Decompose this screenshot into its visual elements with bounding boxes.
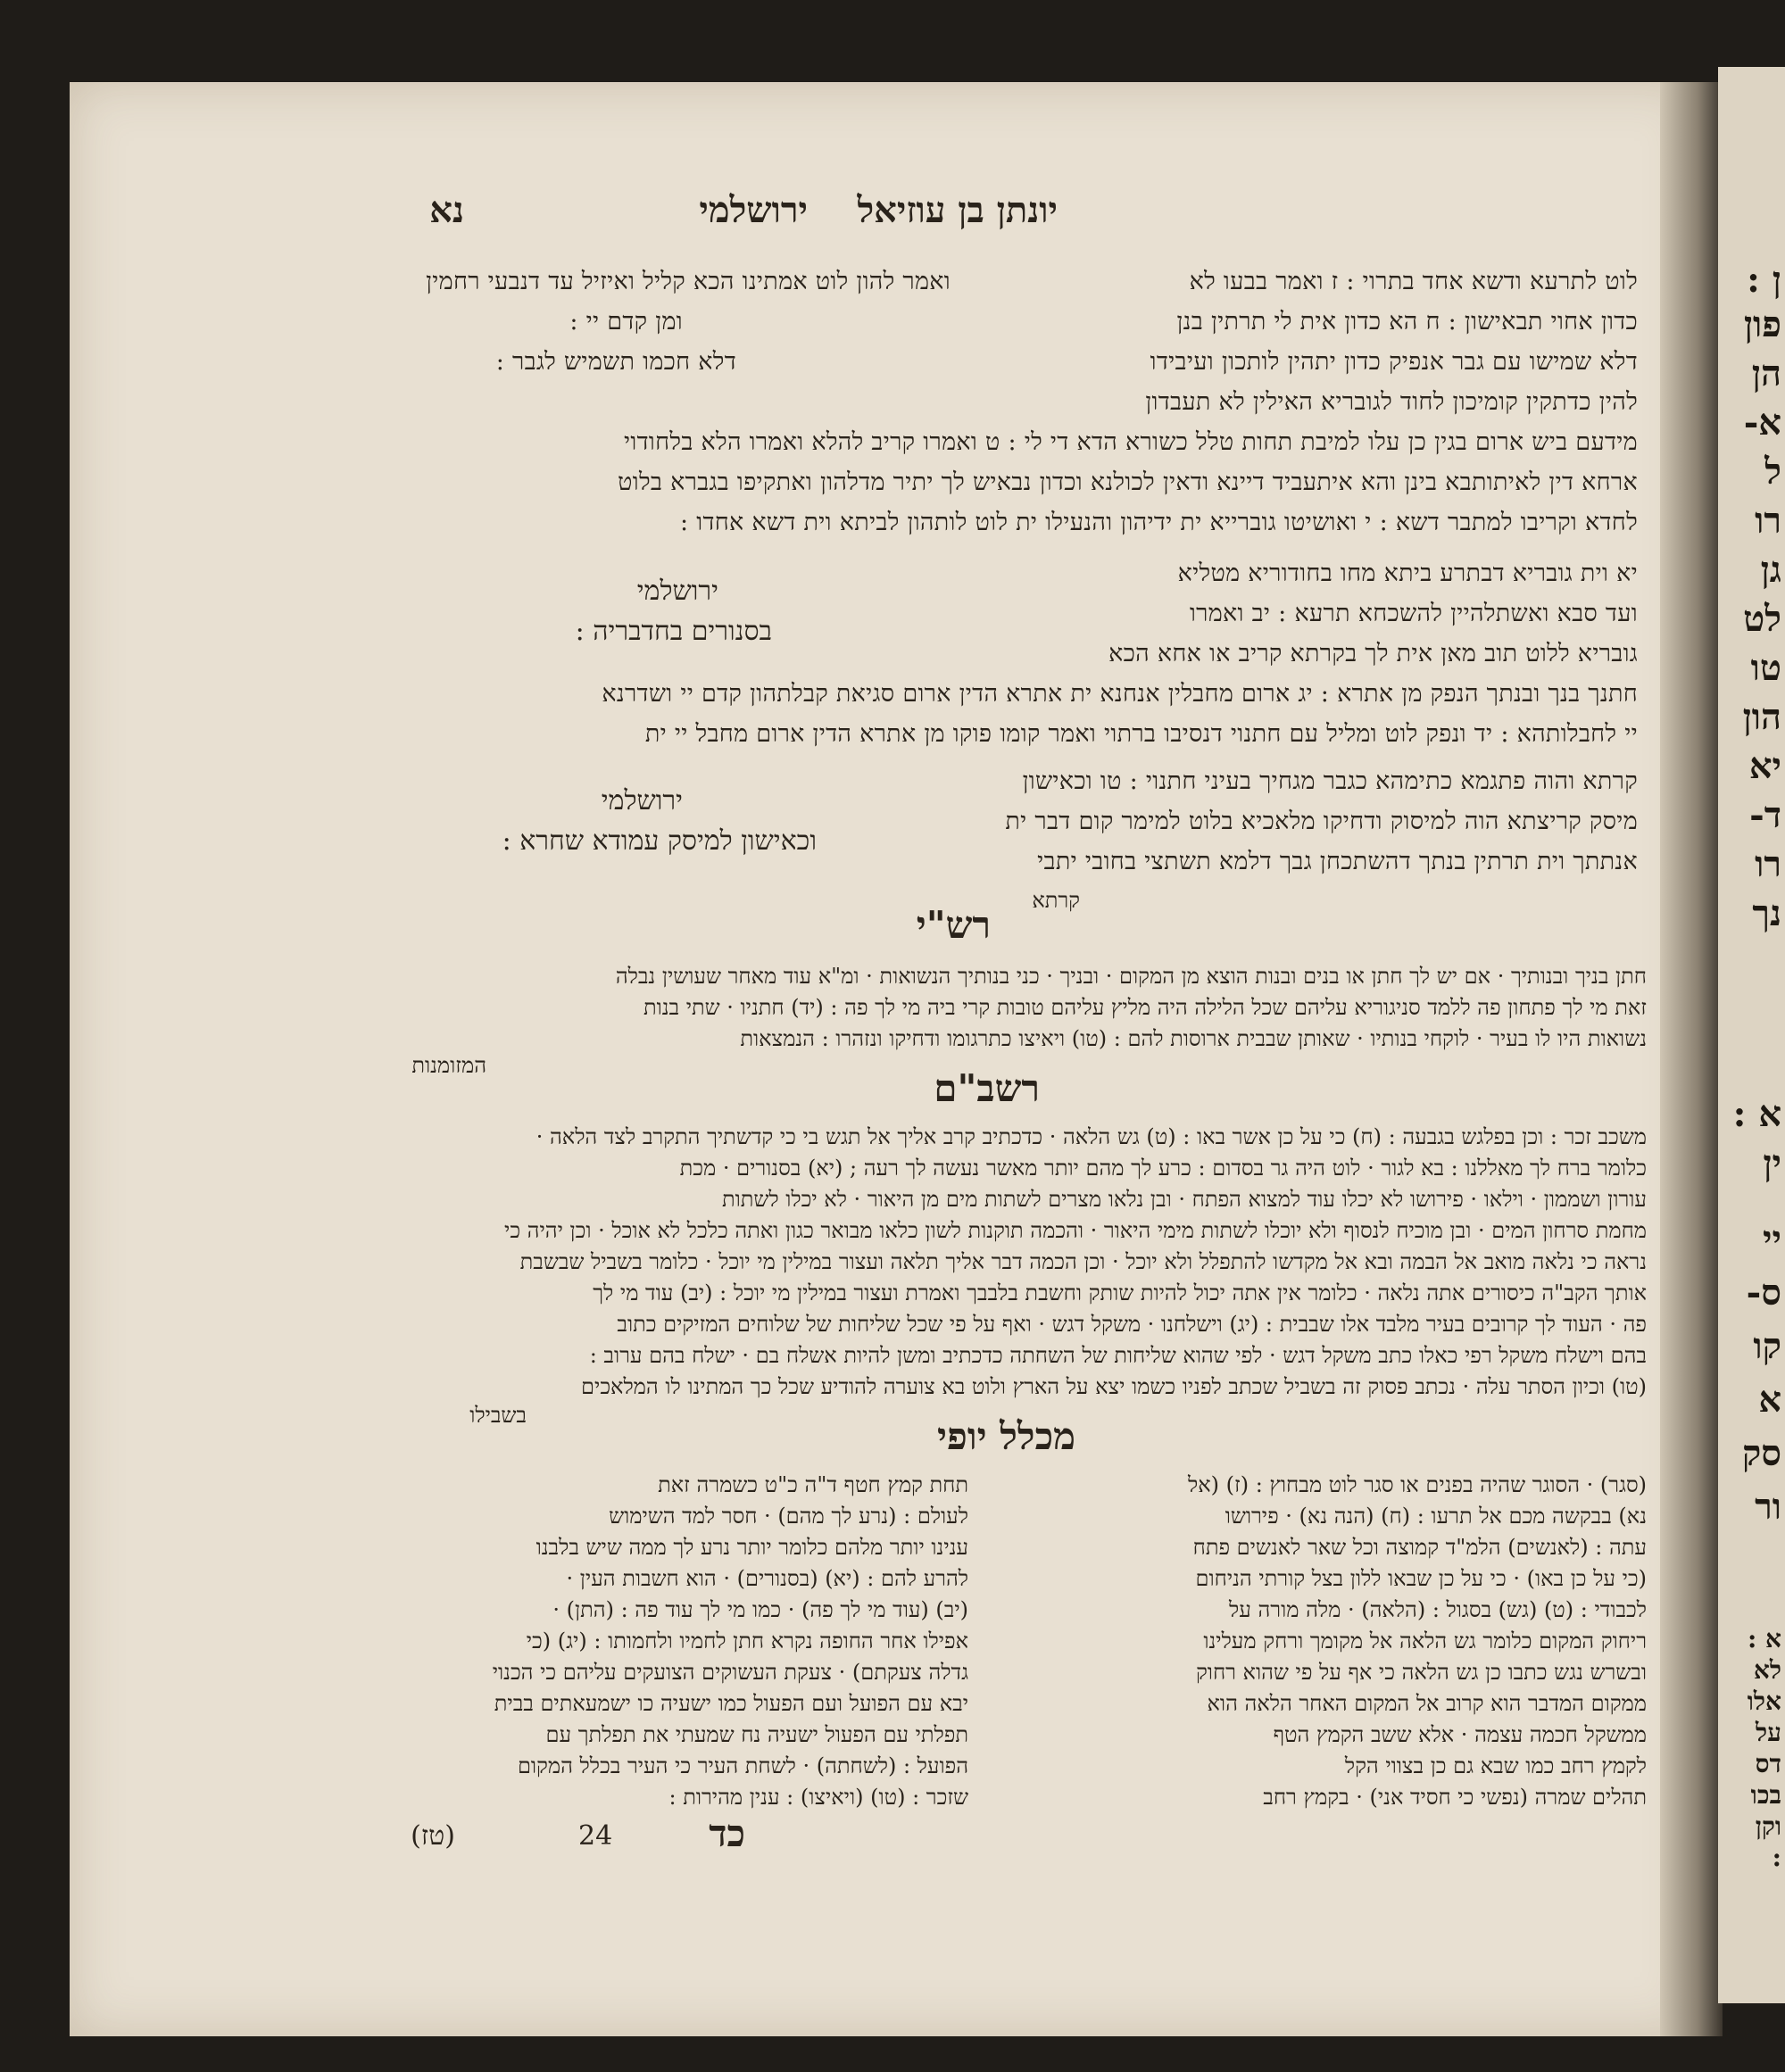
facing-fragment: לט <box>1743 598 1781 640</box>
yerushalmi-2-text: בסנורים בחדבריה : <box>575 616 772 647</box>
facing-fragment: הון <box>1742 696 1781 738</box>
mikhlal-right-line: תהלים שמרה (נפשי כי חסיד אני) · בקמץ רחב <box>1263 1785 1647 1810</box>
yonatan-line: מיסק קריצתא הוה למיסוק ודחיקו מלאכיא בלוט למימר קום דבר ית <box>1005 808 1638 835</box>
signature-number: 24 <box>578 1820 613 1852</box>
mikhlal-right-line: (כי על כן באו) · כי על כן שבאו ללון בצל קורתי הניחום <box>1195 1566 1647 1591</box>
rashi-line: חתן בניך ובנותיך · אם יש לך חתן או בנים ובנות הוצא מן המקום · ובניך · כני בנותיך הנשואות · ומ"א עוד מאחר שעושין נבלה <box>615 964 1647 989</box>
facing-fragment: א : <box>1747 1624 1781 1653</box>
mikhlal-right-line: ממקום המדבר הוא קרוב אל המקום האחר הלאה הוא <box>1207 1691 1647 1716</box>
yerushalmi-line: ואמר להון לוט אמתינו הכא קליל ואיזיל עד דנבעי רחמין <box>426 268 951 295</box>
mikhlal-left-line: ענינו יותר מלהם כלומר יותר נרע לך ממה שיש בלבנו <box>536 1535 968 1560</box>
yerushalmi-2-title: ירושלמי <box>636 576 718 607</box>
mikhlal-right-line: עתה : (לאנשים) הלמ"ד קמוצה וכל שאר לאנשים פתח <box>1192 1535 1647 1560</box>
facing-fragment: לא <box>1753 1655 1781 1685</box>
facing-fragment: גן <box>1760 549 1781 591</box>
facing-fragment: ל <box>1764 451 1781 493</box>
facing-fragment: סק <box>1741 1432 1781 1474</box>
yonatan-line: יי לחבלותהא : יד ונפק לוט ומליל עם חתנוי דנסיבו ברתוי ואמר קומו פוקו מן אתרא הדין ארום מחבל יי ית <box>644 720 1638 748</box>
facing-fragment: טו <box>1750 647 1781 689</box>
mikhlal-right-line: ובשרש נגש כתבו כן גש הלאה כי אף על פי שהוא רחוק <box>1195 1660 1647 1685</box>
mikhlal-title: מכלל יופי <box>937 1414 1075 1458</box>
yonatan-line: דלא שמישו עם גבר אנפיק כדון יתהין לותכון ועיבידו <box>1150 348 1638 376</box>
facing-fragment: ד- <box>1749 794 1781 836</box>
facing-fragment: פון <box>1743 303 1781 345</box>
facing-fragment: ס- <box>1746 1272 1781 1314</box>
header-right-title: ירושלמי <box>699 189 808 231</box>
facing-fragment: רו <box>1755 843 1781 885</box>
mikhlal-left-line: (יב) (עוד מי לך פה) · כמו מי לך עוד פה : (התן) · <box>552 1597 968 1622</box>
rashbam-line: עורון ושממון · וילאו · פירושו לא יכלו עוד למצוא הפתח · ובן נלאו מצרים לשתות מים מן היאור · לא יכלו לשתות <box>722 1187 1647 1212</box>
mikhlal-right-line: נא) בבקשה מכם אל תרעו : (ח) (הנה נא) · פירושו <box>1225 1504 1647 1529</box>
yonatan-line: קרתא והוה פתגמא כתימהא כגבר מגחיך בעיני חתנוי : טו וכאישון <box>1022 767 1638 795</box>
mikhlal-left-line: יבא עם הפועל ועם הפעול כמו ישעיה כו ישמעאתים בבית <box>494 1691 968 1716</box>
facing-fragment: א : <box>1732 1093 1781 1135</box>
mikhlal-left-line: אפילו אחר החופה נקרא חתן לחמיו ולחמותו : (יג) (כי <box>526 1629 968 1653</box>
signature-letters: כד <box>709 1811 745 1855</box>
facing-fragment: וקן <box>1755 1811 1781 1841</box>
facing-fragment: הן <box>1751 352 1781 394</box>
rashbam-line: כלומר ברח לך מאללנו : בא לגור · לוט היה גר בסדום : כרע לך מהם יותר מאשר נעשה לך רעה ; (יא) בסנורים · מכת <box>679 1156 1647 1181</box>
facing-page-edge <box>1718 67 1785 2003</box>
yerushalmi-3-text: וכאישון למיסק עמודא שחרא : <box>502 825 817 857</box>
rashbam-line: בשבילו <box>469 1403 527 1428</box>
facing-fragment: ן : <box>1747 259 1781 301</box>
yonatan-line: יא וית גובריא דבתרע ביתא מחו בחודוריא מטליא <box>1177 559 1638 587</box>
facing-fragment: קו <box>1753 1325 1781 1367</box>
rashbam-line: משכב זכר : וכן בפלגש בגבעה : (ח) כי על כן אשר באו : (ט) גש הלאה · כדכתיב קרב אליך אל תגש בי כי קדשתיך התקרב לצד הלאה · <box>536 1124 1647 1149</box>
mikhlal-left-line: תחת קמץ חטף ד"ה כ"ט כשמרה זאת <box>658 1472 968 1497</box>
facing-fragment: נך <box>1752 892 1781 934</box>
mikhlal-left-line: תפלתי עם הפעול ישעיה נח שמעתי את תפלתך עם <box>545 1722 968 1747</box>
rashi-line: המזומנות <box>411 1053 486 1078</box>
facing-fragment: אלו <box>1747 1687 1781 1716</box>
mikhlal-left-line: לעולם : (נרע לך מהם) · חסר למד השימוש <box>609 1504 968 1529</box>
yonatan-line: להין כדתקין קומיכון לחוד לגובריא האילין לא תעבדון <box>1145 388 1638 416</box>
mikhlal-left-line: שזכר : (טו) (ויאיצו) : ענין מהירות : <box>668 1785 968 1810</box>
yonatan-line: ועד סבא ואשתלהיין להשכחא תרעא : יב ואמרו <box>1189 600 1638 627</box>
mikhlal-right-line: לקמץ רחב כמו שבא גם כן בצווי הקל <box>1344 1753 1647 1778</box>
mikhlal-right-line: לכבודי : (ט) (גש) בסגול : (הלאה) · מלה מורה על <box>1229 1597 1647 1622</box>
yonatan-line: אנתתך וית תרתין בנתך דהשתכחן גבך דלמא תשתצי בחובי יתבי <box>1037 848 1638 875</box>
rashi-line: נשואות היו לו בעיר · לוקחי בנותיו · שאותן שבבית ארוסות להם : (טו) ויאיצו כתרגומו ודחיקו ונזהרו : הנמצאות <box>740 1026 1647 1051</box>
rashbam-line: אותך הקב"ה כיסורים אתה נלאה · כלומר אין אתה יכול להיות שותק וחשבת בלבבך ואמרת ועצור במילין מי יוכל : (יב) עוד מי לך <box>593 1280 1647 1305</box>
rashbam-line: בהם וישלח משקל רפי כאלו כתב משקל דגש · לפי שהוא שליחות של השחתה כדכתיב ומשן להיות אשלח בם · ישלח בהם ערוב : <box>589 1343 1647 1368</box>
rashbam-line: מחמת סרחון המים · ובן מוכיח לנסוף ולא יוכלו לשתות מימי היאור · והכמה תוקנות לשון כלאו מבואר כגון ואתה כלכל לא אוכל · וכן יהיה כי <box>504 1218 1647 1243</box>
facing-fragment: רו <box>1755 500 1781 542</box>
yerushalmi-line: דלא חכמו תשמיש לגבר : <box>495 348 736 376</box>
facing-fragment: ור <box>1755 1486 1781 1528</box>
mikhlal-right-line: ממשקל חכמה עצמה · אלא ששב הקמץ הטף <box>1273 1722 1647 1747</box>
header-left-title: יונתן בן עוזיאל <box>857 189 1058 231</box>
yerushalmi-3-title: ירושלמי <box>601 785 683 816</box>
facing-fragment: על <box>1756 1718 1781 1747</box>
mikhlal-right-line: (סגר) · הסוגר שהיה בפנים או סגר לוט מבחוץ : (ז) (אל <box>1188 1472 1647 1497</box>
mikhlal-right-line: ריחוק המקום כלומר גש הלאה אל מקומך ורחק מעלינו <box>1203 1629 1647 1653</box>
yonatan-line: ארחא דין לאיתותבא בינן והא איתעביד דיינא ודאין לכולנא וכדון נבאיש לך יתיר מדלהון ואתקיפו בגברא בלוט <box>618 468 1638 496</box>
facing-fragment: ין <box>1763 1142 1781 1184</box>
binding-gutter <box>1660 82 1723 2036</box>
yerushalmi-line: ומן קדם יי : <box>569 308 683 336</box>
facing-fragment: יא <box>1748 745 1781 787</box>
facing-fragment: יי <box>1763 1218 1781 1260</box>
rashbam-line: (טו) וכיון הסתר עלה · נכתב פסוק זה בשביל שכתב לפניו כשמו יצא על הארץ ולוט בא צוערה להודיע שכל כך המתינו לו המלאכים <box>581 1374 1647 1399</box>
facing-fragment: דס <box>1755 1749 1781 1778</box>
yonatan-line: חתנך בנך ובנתך הנפק מן אתרא : יג ארום מחבלין אנחנא ית אתרא הדין ארום סגיאת קבלתהון קדם יי ושדרנא <box>602 680 1638 708</box>
rashi-title: רש"י <box>916 903 991 947</box>
yonatan-line: קרתא <box>1032 888 1080 913</box>
mikhlal-left-line: הפועל : (לשחתה) · לשחת העיר כי העיר בכלל המקום <box>517 1753 968 1778</box>
rashbam-title: רשב"ם <box>934 1066 1040 1110</box>
page-number: נא <box>429 189 464 231</box>
yonatan-line: מידעם ביש ארום בגין כן עלו למיבת תחות טלל כשורא הדא די לי : ט ואמרו קריב להלא ואמרו הלא בלחודוי <box>624 428 1638 456</box>
yonatan-line: כדון אחוי תבאישון : ח הא כדון אית לי תרתין בנן <box>1176 308 1638 336</box>
facing-fragment: א- <box>1743 402 1781 443</box>
facing-fragment: א <box>1758 1379 1781 1421</box>
mikhlal-left-line: להרע להם : (יא) (בסנורים) · הוא חשבות העין · <box>566 1566 968 1591</box>
rashbam-line: פה · העוד לך קרובים בעיר מלבד אלו שבבית : (יג) וישלחנו · משקל דגש · ואף על פי שכל שליחות של שלוחים המזיקים כתוב <box>617 1312 1647 1337</box>
catchword: (טז) <box>411 1820 455 1852</box>
mikhlal-left-line: גדלה צעקתם) · צעקת העשוקים הצועקים עליהם כי הכנוי <box>492 1660 968 1685</box>
rashi-line: זאת מי לך פתחון פה ללמד סניגוריא עליהם שכל הלילה היה מליץ עליהם טובות קרי ביה מי לך פה : (יד) חתניו · שתי בנות <box>643 995 1647 1020</box>
yonatan-line: גובריא ללוט תוב מאן אית לך בקרתא קריב או אחא הכא <box>1108 640 1638 667</box>
yonatan-line: לוט לתרעא ודשא אחד בתרוי : ז ואמר בבעו לא <box>1189 268 1638 295</box>
rashbam-line: נראה כי נלאה מואב אל הבמה ובא אל מקדשו להתפלל ולא יוכל · וכן הכמה דבר אליך תלאה ועצור במילין מי יוכל · כלומר בשביל שבשבת <box>519 1249 1647 1274</box>
facing-fragment: בכו <box>1750 1780 1781 1810</box>
facing-fragment: : <box>1772 1843 1781 1872</box>
yonatan-line: לחדא וקריבו למתבר דשא : י ואושיטו גוברייא ית ידיהון והנעילו ית לוט לותהון לביתא וית דשא אחדו : <box>679 509 1638 536</box>
